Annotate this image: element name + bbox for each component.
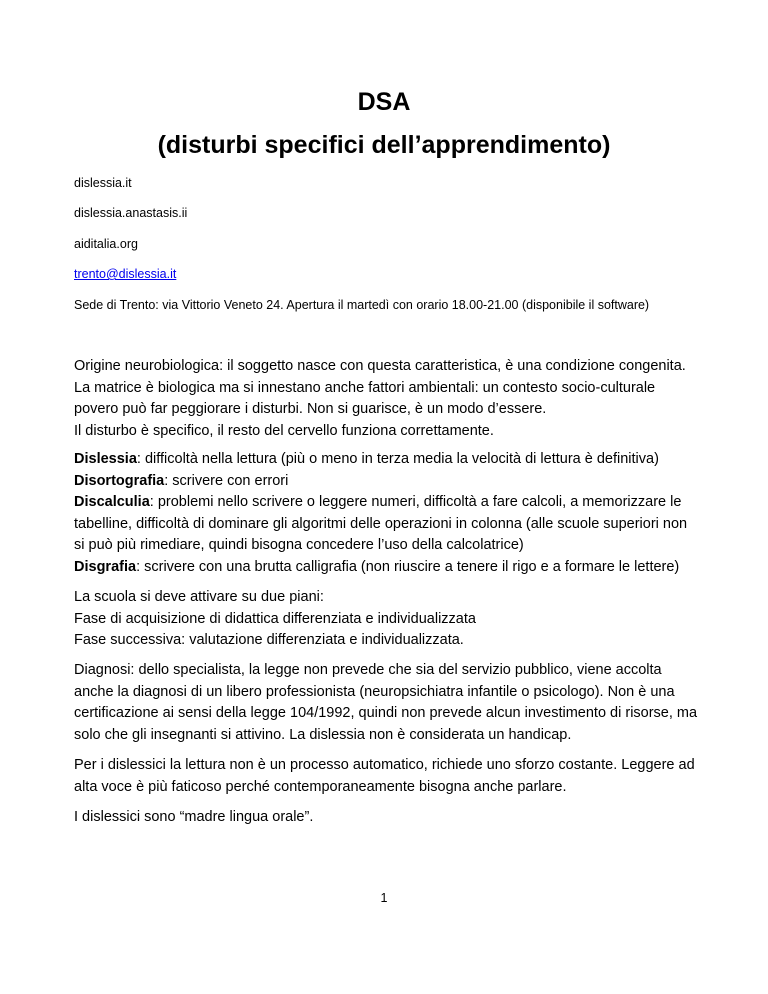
desc-disortografia: : scrivere con errori <box>164 472 289 489</box>
term-discalculia: Discalculia <box>74 494 150 511</box>
term-disgrafia: Disgrafia <box>74 558 137 575</box>
madrelingua-paragraph: I dislessici sono “madre lingua orale”. <box>74 809 314 825</box>
desc-discalculia: : problemi nello scrivere o leggere numeri, difficoltà a fare calcoli, a memorizzare le tabelline, difficoltà di dominare gli algoritmi delle operazioni in colonna (alle scuole superiori non si può più rimediare, quindi bisogna concedere l’uso della calcolatrice) <box>74 494 688 554</box>
lettura-paragraph: Per i dislessici la lettura non è un processo automatico, richiede uno sforzo costante. Leggere ad alta voce è più faticoso perché contemporaneamente bisogna anche parlare. <box>74 757 695 795</box>
document-title: DSA <box>357 88 411 116</box>
document-subtitle: (disturbi specifici dell’apprendimento) <box>157 131 611 159</box>
disturbi-list <box>74 449 698 579</box>
disturbo-specifico-text: Il disturbo è specifico, il resto del cervello funziona correttamente. <box>74 422 494 439</box>
list-item <box>74 471 698 493</box>
term-disortografia: Disortografia <box>74 472 165 489</box>
site-link-dislessia: dislessia.it <box>74 176 132 190</box>
origine-paragraph <box>74 356 698 442</box>
scuola-intro: La scuola si deve attivare su due piani: <box>74 589 324 605</box>
scuola-fase-2: Fase successiva: valutazione differenziata e individualizzata. <box>74 632 464 649</box>
site-link-anastasis: dislessia.anastasis.ii <box>74 206 188 220</box>
scuola-fase-1: Fase di acquisizione di didattica differenziata e individualizzata <box>74 610 476 627</box>
diagnosi-paragraph: Diagnosi: dello specialista, la legge non prevede che sia del servizio pubblico, viene accolta anche la diagnosi di un libero professionista (neuropsichiatra infantile o psicologo). Non è una certificazione ai sensi della legge 104/1992, quindi non prevede alcun investimento di risorse, ma solo che gli insegnanti si attivino. La dislessia non è considerata un handicap. <box>74 662 698 743</box>
list-item <box>74 492 698 557</box>
desc-disgrafia: : scrivere con una brutta calligrafia (non riuscire a tenere il rigo e a formare le lettere) <box>136 558 680 575</box>
sede-info: Sede di Trento: via Vittorio Veneto 24. Apertura il martedì con orario 18.00-21.00 (disponibile il software) <box>74 298 650 312</box>
desc-dislessia: : difficoltà nella lettura (più o meno in terza media la velocità di lettura è definitiva) <box>136 451 659 467</box>
origine-text: Origine neurobiologica: il soggetto nasce con questa caratteristica, è una condizione congenita. La matrice è biologica ma si innestano anche fattori ambientali: un contesto socio-culturale povero può far peggiorare i disturbi. Non si guarisce, è un modo d’essere. <box>74 358 686 418</box>
list-item <box>74 557 698 579</box>
page-number: 1 <box>380 891 388 905</box>
scuola-paragraph <box>74 587 698 652</box>
site-link-aiditalia: aiditalia.org <box>74 237 138 251</box>
email-link[interactable]: trento@dislessia.it <box>74 267 177 281</box>
term-dislessia: Dislessia <box>74 451 137 467</box>
list-item <box>74 449 698 471</box>
